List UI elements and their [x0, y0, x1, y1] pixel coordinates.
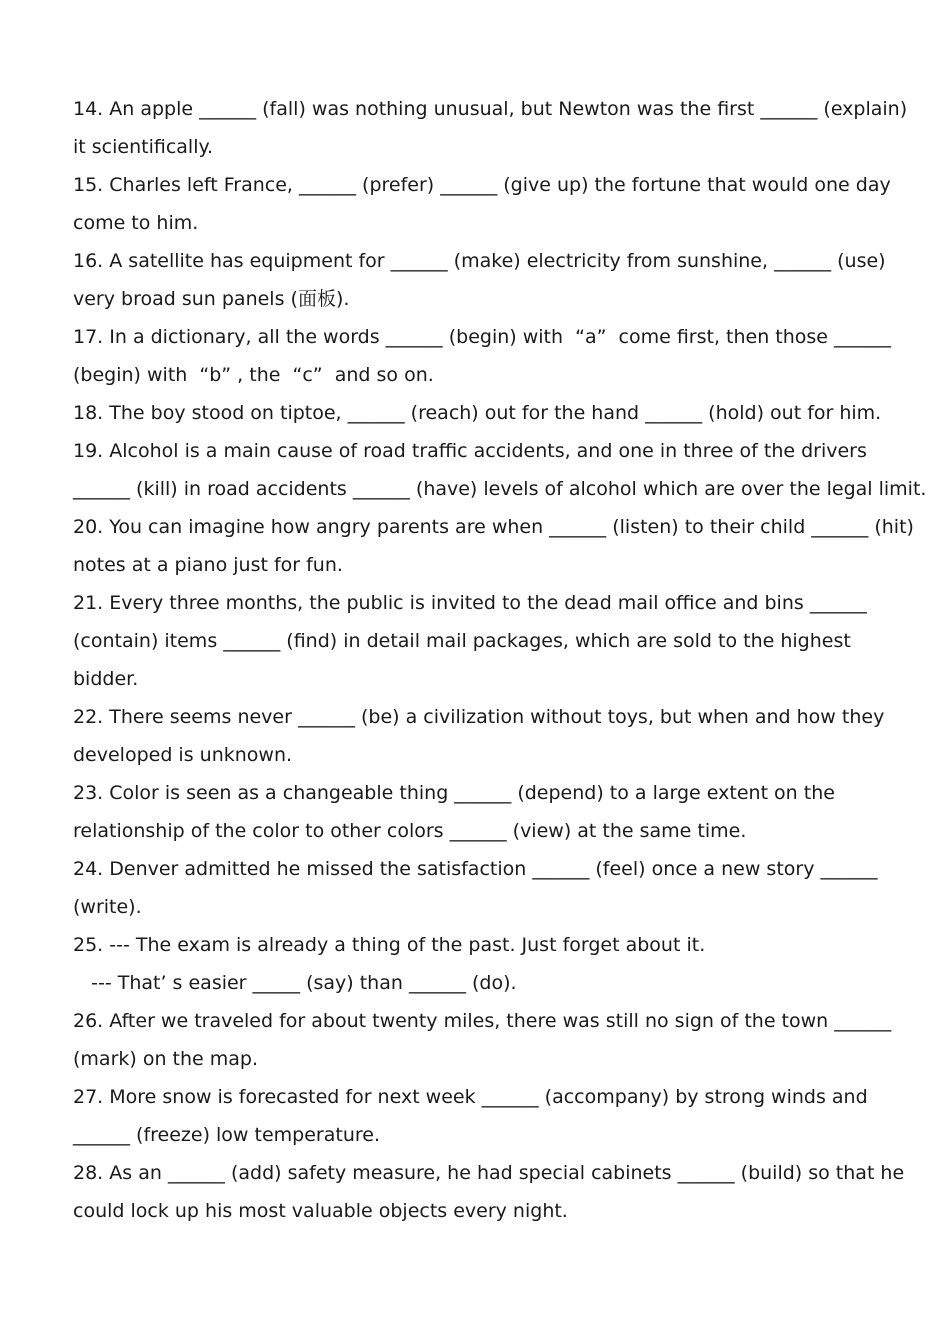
text-line: 24. Denver admitted he missed the satisfaction ______ (feel) once a new story ______ — [73, 858, 878, 880]
text-line: 19. Alcohol is a main cause of road traffic accidents, and one in three of the drivers — [73, 440, 867, 462]
text-line: 18. The boy stood on tiptoe, ______ (reach) out for the hand ______ (hold) out for him. — [73, 402, 882, 424]
text-line: 17. In a dictionary, all the words ______ (begin) with “a” come first, then those ______ — [73, 326, 892, 348]
text-line: 26. After we traveled for about twenty miles, there was still no sign of the town ______ — [73, 1010, 892, 1032]
text-line: (mark) on the map. — [73, 1048, 259, 1070]
text-line: bidder. — [73, 668, 139, 690]
text-line: 22. There seems never ______ (be) a civilization without toys, but when and how they — [73, 706, 885, 728]
text-line: 25. --- The exam is already a thing of the past. Just forget about it. — [73, 934, 706, 956]
text-line: very broad sun panels (面板). — [73, 288, 350, 310]
text-line: 23. Color is seen as a changeable thing ______ (depend) to a large extent on the — [73, 782, 835, 804]
text-line: 21. Every three months, the public is invited to the dead mail office and bins ______ — [73, 592, 867, 614]
text-line: developed is unknown. — [73, 744, 293, 766]
text-line: 16. A satellite has equipment for ______ (make) electricity from sunshine, ______ (use) — [73, 250, 886, 272]
text-line: 28. As an ______ (add) safety measure, he had special cabinets ______ (build) so that he — [73, 1162, 905, 1184]
text-line: relationship of the color to other colors ______ (view) at the same time. — [73, 820, 747, 842]
text-line: ______ (kill) in road accidents ______ (have) levels of alcohol which are over the legal limit. — [73, 478, 927, 500]
text-line: --- That’ s easier _____ (say) than ______ (do). — [73, 972, 517, 994]
text-line: ______ (freeze) low temperature. — [73, 1124, 380, 1146]
text-line: (write). — [73, 896, 142, 918]
text-line: 27. More snow is forecasted for next week ______ (accompany) by strong winds and — [73, 1086, 868, 1108]
text-line: (contain) items ______ (find) in detail mail packages, which are sold to the highest — [73, 630, 851, 652]
text-line: come to him. — [73, 212, 199, 234]
text-line: 15. Charles left France, ______ (prefer) ______ (give up) the fortune that would one day — [73, 174, 891, 196]
text-line: it scientifically. — [73, 136, 214, 158]
text-line: (begin) with “b” , the “c” and so on. — [73, 364, 434, 386]
text-line: notes at a piano just for fun. — [73, 554, 343, 576]
text-line: 14. An apple ______ (fall) was nothing unusual, but Newton was the first ______ (explain) — [73, 98, 908, 120]
exercise-page — [73, 90, 927, 1230]
text-line: could lock up his most valuable objects every night. — [73, 1200, 568, 1222]
text-line: 20. You can imagine how angry parents are when ______ (listen) to their child ______ (hit) — [73, 516, 914, 538]
